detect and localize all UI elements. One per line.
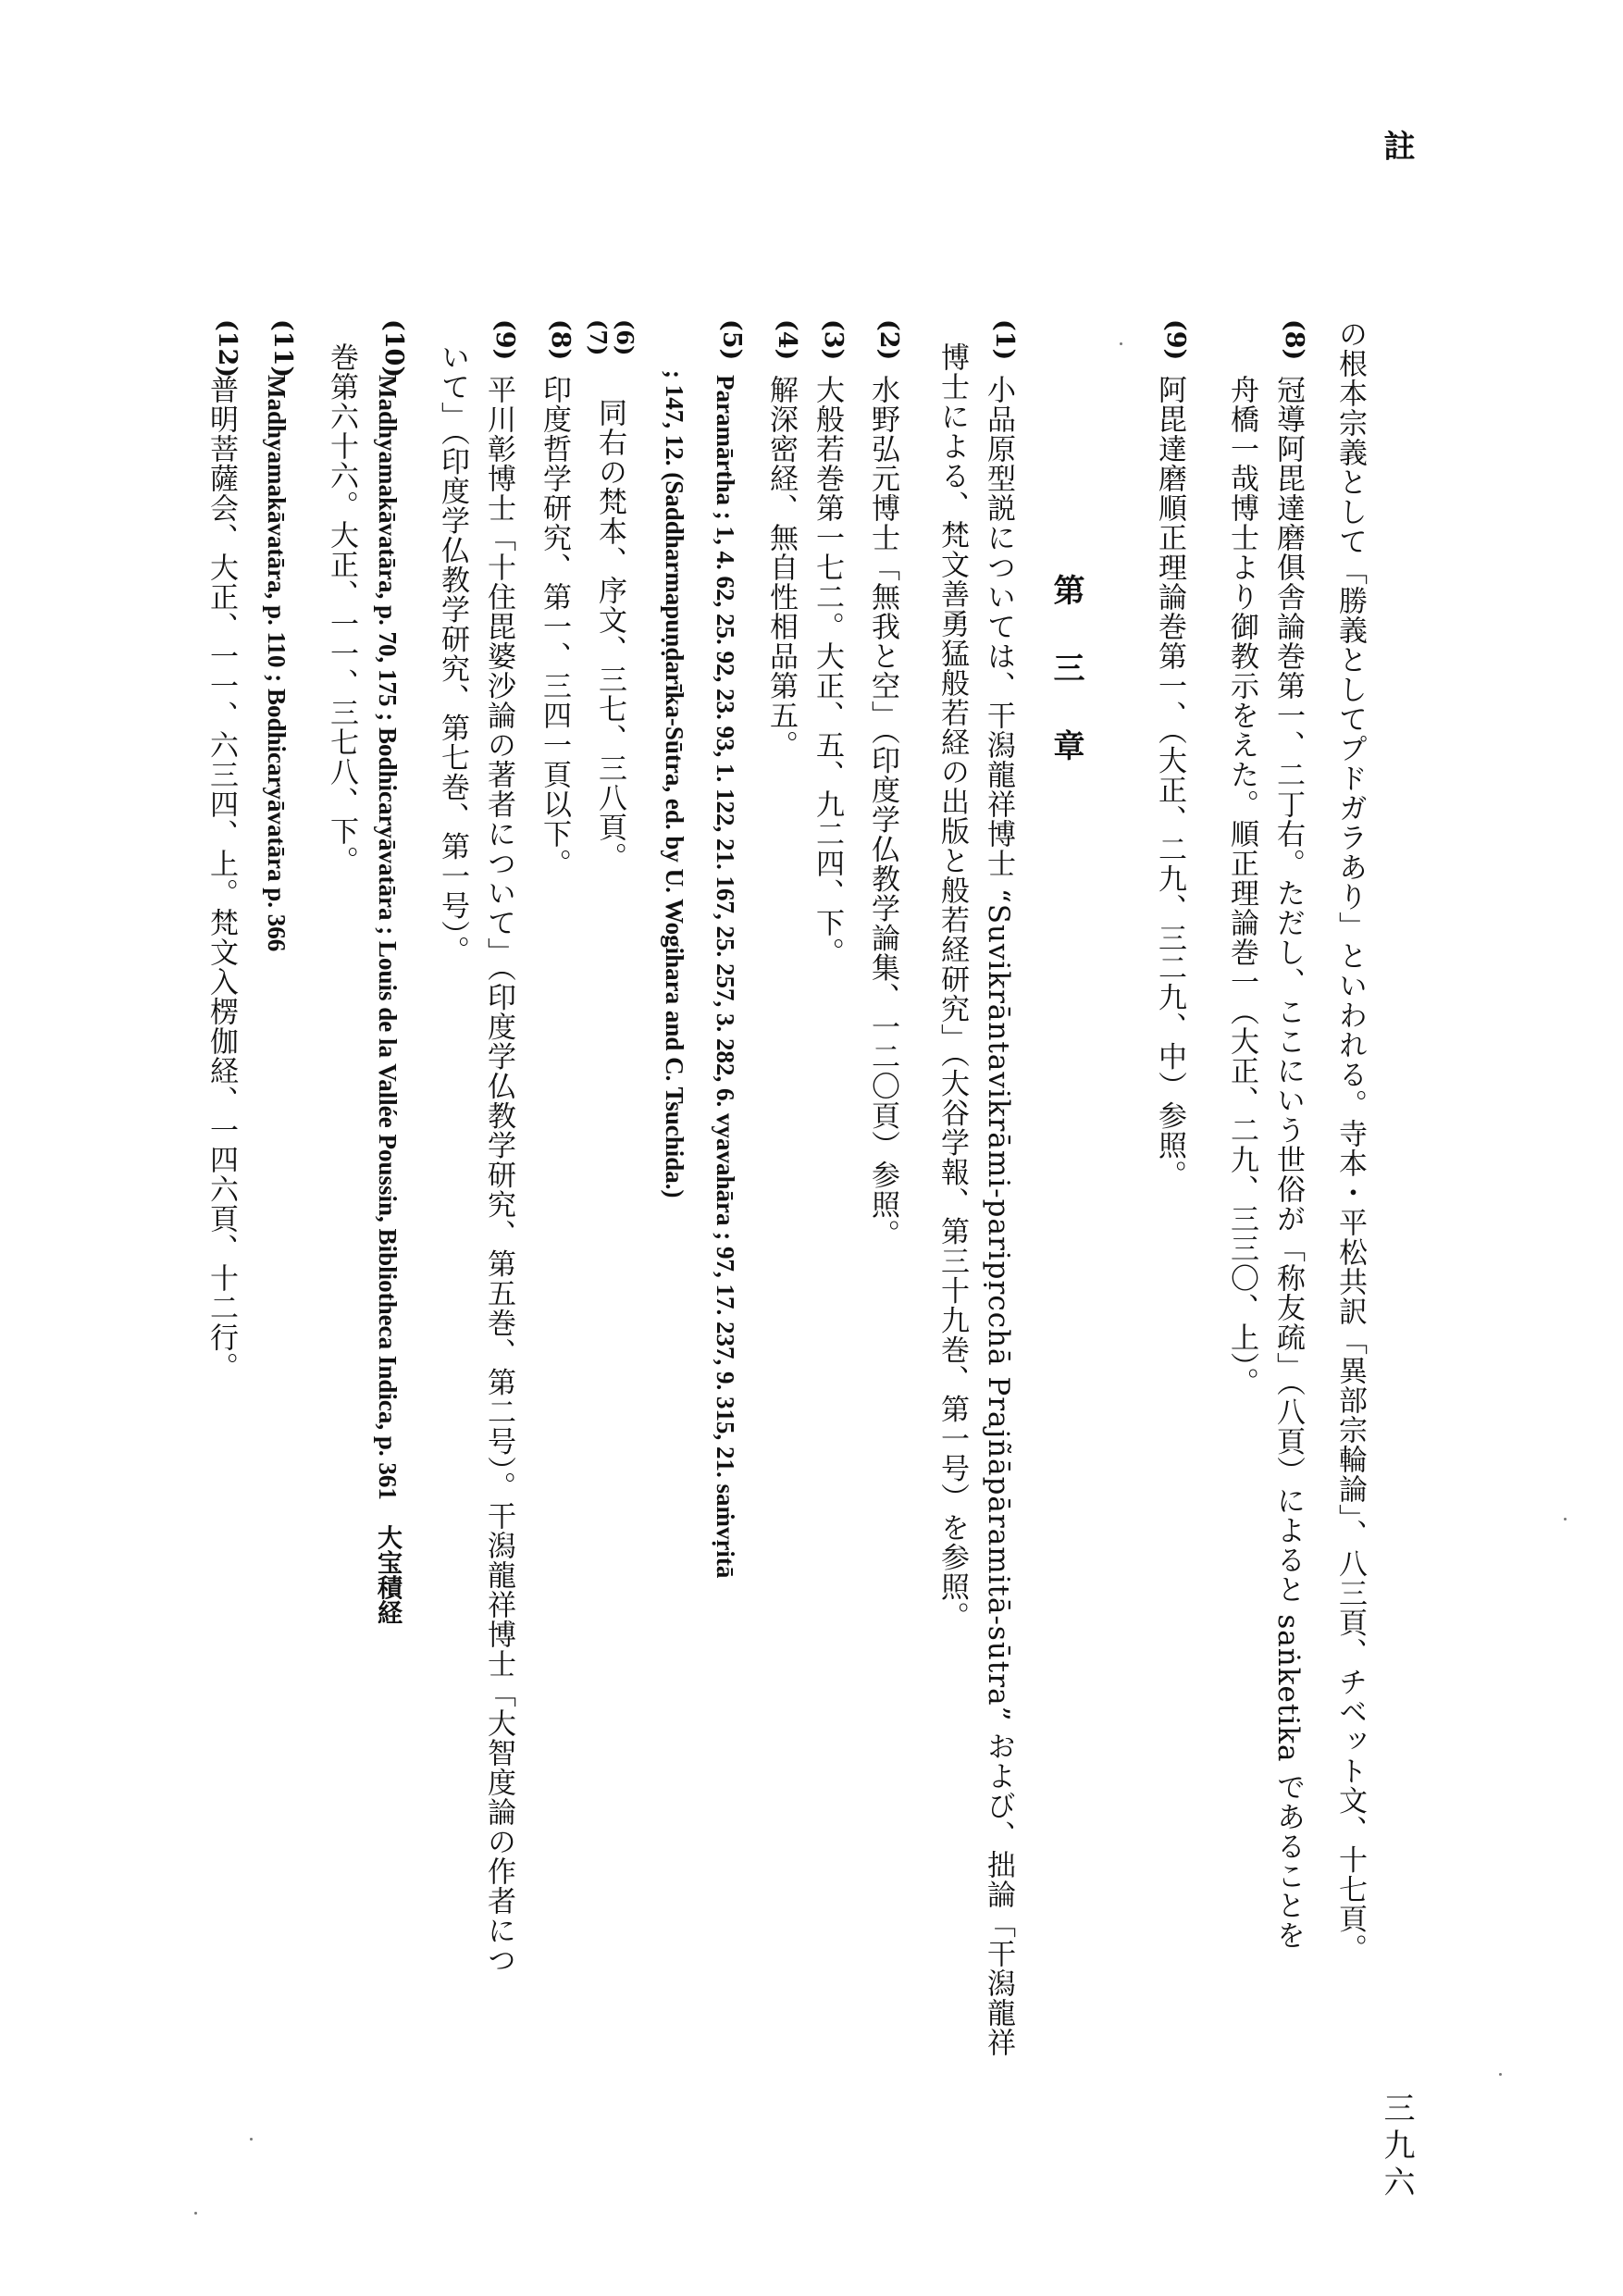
page-number: 三九六 <box>1378 2091 1415 2203</box>
scan-speck <box>1120 342 1122 345</box>
note-line: 印度哲学研究、第一、三四一頁以下。 <box>538 375 571 878</box>
note-line: 同右の梵本、序文、三七、三八頁。 <box>593 398 626 872</box>
note-line: 普明菩薩会、大正、一一、六三四、上。梵文入楞伽経、一四六頁、十二行。 <box>204 375 238 1382</box>
note-number: (10) <box>379 319 408 379</box>
note-line: 水野弘元博士「無我と空」（印度学仏教学論集、一二〇頁）参照。 <box>866 375 899 1249</box>
note-number: (11) <box>268 319 297 379</box>
note-number: (9) <box>1161 319 1190 361</box>
note-line: Madhyamakāvatāra, p. 110 ; Bodhicaryāvatāra p. 366 <box>263 375 291 952</box>
note-number: (8) <box>1280 319 1308 361</box>
note-number: (9) <box>490 319 519 361</box>
note-line: 大般若巻第一七二。大正、五、九二四、下。 <box>811 375 844 967</box>
note-line: ; 147, 12. (Saddharmapuṇḍarīka-Sūtra, ed. by U. Wogihara and C. Tsuchida.) <box>661 370 688 1198</box>
note-number: (2) <box>874 319 903 361</box>
note-line: 博士による、梵文善勇猛般若経の出版と般若経研究」（大谷学報、第三十九巻、第一号）を参照。 <box>935 342 969 1632</box>
note-line: 冠導阿毘達磨俱舎論巻第一、二丁右。ただし、ここにいう世俗が「称友疏」（八頁）によると saṅketika であることを <box>1271 375 1305 1951</box>
note-line: 舟橋一哉博士より御教示をえた。順正理論巻一（大正、二九、三三〇、上）。 <box>1225 375 1258 1397</box>
note-line: 阿毘達磨順正理論巻第一、（大正、二九、三二九、中）参照。 <box>1153 375 1186 1190</box>
note-line: の根本宗義として「勝義としてプドガラあり」といわれる。寺本・平松共訳「異部宗輪論」、八三頁、チベット文、十七頁。 <box>1333 319 1367 1964</box>
note-number: (1) <box>990 319 1019 361</box>
scan-speck <box>250 2138 253 2141</box>
scan-speck <box>1564 1518 1567 1520</box>
note-number: (12) <box>213 319 242 379</box>
scan-speck <box>1499 2073 1502 2076</box>
scan-speck <box>194 2212 197 2215</box>
running-title: 註 <box>1378 130 1415 165</box>
note-line: 小品原型説については、干潟龍祥博士 “Suvikrāntavikrāmi-paripṛcchā Prajñāpāramitā-sūtra” および、拙論「干潟龍祥 <box>982 375 1015 2058</box>
note-line: 平川彰博士「十住毘婆沙論の著者について」（印度学仏教学研究、第五巻、第二号）。干潟龍祥博士「大智度論の作者につ <box>482 375 515 1975</box>
note-line: Paramārtha ; 1, 4. 62, 25. 92, 23. 93, 1. 122, 21. 167, 25. 257, 3. 282, 6. vyavahāra ; 97, 17. 237, 9. 315, 21. saṁvṛitā <box>712 375 739 1579</box>
note-number: (4) <box>773 319 801 361</box>
note-number: (8) <box>546 319 575 361</box>
note-number: (6)(7) <box>585 319 638 356</box>
note-line: いて」（印度学仏教学研究、第七巻、第一号）。 <box>436 342 469 965</box>
note-number: (5) <box>717 319 746 361</box>
note-number: (3) <box>819 319 848 361</box>
note-line: 巻第六十六。大正、一一、三七八、下。 <box>325 342 358 875</box>
note-line: Madhyamakāvatāra, p. 70, 175 ; Bodhicaryāvatāra ; Louis de la Vallée Poussin, Bibliotheca Indica, p. 361 大宝積経 <box>374 375 402 1625</box>
chapter-heading: 第三章 <box>1047 574 1084 807</box>
note-line: 解深密経、無自性相品第五。 <box>764 375 798 760</box>
